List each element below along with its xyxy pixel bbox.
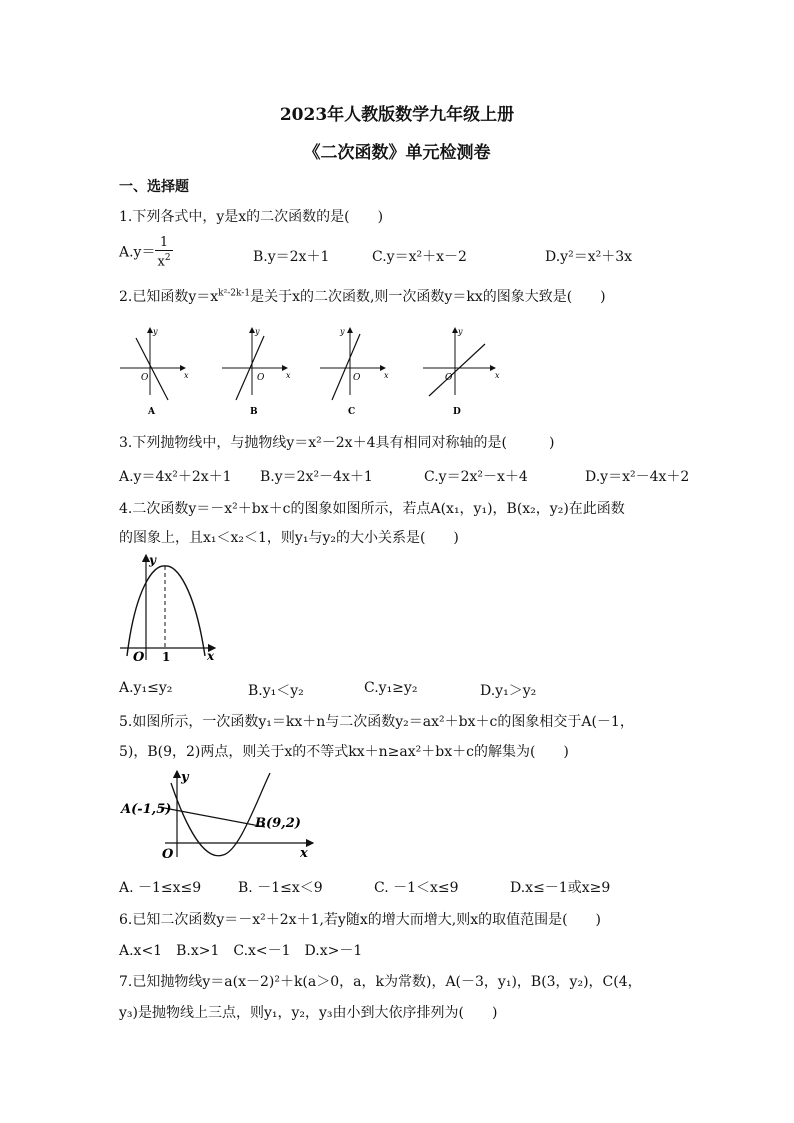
question-6-options: A.x<1 B.x>1 C.x<－1 D.x>－1 xyxy=(119,943,363,959)
question-4-stem-line-2: 的图象上，且x₁＜x₂＜1，则y₁与y₂的大小关系是( ) xyxy=(119,530,459,546)
svg-text:O: O xyxy=(257,373,265,383)
graph-d xyxy=(423,327,500,417)
svg-text:x: x xyxy=(495,371,500,380)
question-1-option-c: C.y＝x²＋x－2 xyxy=(372,249,467,265)
svg-text:y: y xyxy=(255,327,260,336)
svg-text:O: O xyxy=(133,650,145,665)
svg-text:x: x xyxy=(384,371,389,380)
svg-text:x: x xyxy=(286,371,291,380)
question-4-option-d: D.y₁＞y₂ xyxy=(480,683,537,699)
question-5-graph xyxy=(115,765,320,863)
svg-text:1: 1 xyxy=(162,650,171,664)
question-4-option-b: B.y₁＜y₂ xyxy=(248,683,304,699)
svg-text:O: O xyxy=(162,847,174,862)
svg-text:x: x xyxy=(184,371,189,380)
question-3-option-c: C.y＝2x²－x＋4 xyxy=(424,469,528,485)
question-5-option-a: A. －1≤x≤9 xyxy=(119,880,202,896)
question-4-stem-line-1: 4.二次函数y＝－x²＋bx＋c的图象如图所示，若点A(x₁，y₁)，B(x₂，y₂)在此函数 xyxy=(119,501,625,517)
question-4-graph xyxy=(115,550,225,665)
question-4-option-a: A.y₁≤y₂ xyxy=(119,680,173,696)
graph-c xyxy=(320,327,389,417)
question-7-stem-line-2: y₃)是抛物线上三点，则y₁，y₂，y₃由小到大依序排列为( ) xyxy=(119,1005,498,1021)
svg-text:O: O xyxy=(353,373,361,383)
svg-text:O: O xyxy=(141,373,149,383)
question-2-graphs xyxy=(110,320,510,420)
exam-title: 2023年人教版数学九年级上册 xyxy=(279,105,515,125)
question-4-option-c: C.y₁≥y₂ xyxy=(364,680,418,696)
exam-subtitle: 《二次函数》单元检测卷 xyxy=(303,143,491,163)
question-7-stem-line-1: 7.已知抛物线y＝a(x－2)²＋k(a＞0，a，k为常数)，A(－3，y₁)，B(3，y₂)，C(4， xyxy=(119,974,642,990)
question-5-stem-line-1: 5.如图所示，一次函数y₁＝kx＋n与二次函数y₂＝ax²＋bx＋c的图象相交于A(－1， xyxy=(119,714,634,730)
svg-text:B: B xyxy=(250,407,258,417)
svg-text:y: y xyxy=(458,327,463,336)
question-1-option-b: B.y＝2x＋1 xyxy=(253,249,330,265)
svg-text:y: y xyxy=(340,327,345,336)
question-3-option-a: A.y＝4x²＋2x＋1 xyxy=(119,469,232,485)
svg-text:A: A xyxy=(148,407,155,417)
question-1-stem: 1.下列各式中，y是x的二次函数的是( ) xyxy=(119,209,384,225)
svg-text:x: x xyxy=(207,649,215,663)
svg-text:D: D xyxy=(453,407,461,417)
section-heading: 一、选择题 xyxy=(119,179,189,195)
svg-text:C: C xyxy=(348,407,356,417)
question-6-stem: 6.已知二次函数y＝－x²＋2x＋1,若y随x的增大而增大,则x的取值范围是( ) xyxy=(119,912,602,928)
question-3-stem: 3.下列抛物线中，与抛物线y＝x²－2x＋4具有相同对称轴的是( ) xyxy=(119,435,555,451)
svg-text:x: x xyxy=(300,846,308,861)
question-3-option-d: D.y＝x²－4x＋2 xyxy=(585,469,690,485)
svg-text:A(-1,5): A(-1,5) xyxy=(121,802,172,817)
question-5-option-c: C. －1＜x≤9 xyxy=(374,880,459,896)
question-3-option-b: B.y＝2x²－4x＋1 xyxy=(260,469,373,485)
question-5-stem-line-2: 5)，B(9，2)两点，则关于x的不等式kx＋n≥ax²＋bx＋c的解集为( ) xyxy=(119,744,569,760)
svg-text:O: O xyxy=(445,373,453,383)
graph-b xyxy=(222,327,291,417)
svg-text:y: y xyxy=(149,553,156,567)
svg-text:y: y xyxy=(153,327,158,336)
question-1-option-a: A.y＝ $\frac{1}{x^2}$ xyxy=(119,235,171,270)
question-1-option-d: D.y²＝x²＋3x xyxy=(545,249,633,265)
graph-a xyxy=(120,327,189,417)
svg-text:B(9,2): B(9,2) xyxy=(255,816,301,831)
svg-text:y: y xyxy=(181,770,189,785)
question-5-option-d: D.x≤－1或x≥9 xyxy=(510,880,611,896)
question-5-option-b: B. －1≤x＜9 xyxy=(238,880,323,896)
question-2-stem: 2.已知函数$y=x^{k^2-2k-1}$是关于x的二次函数,则一次函数y＝kx的图象大致是( ) xyxy=(119,288,606,305)
fraction: $\frac{1}{x^2}$ xyxy=(157,235,171,270)
